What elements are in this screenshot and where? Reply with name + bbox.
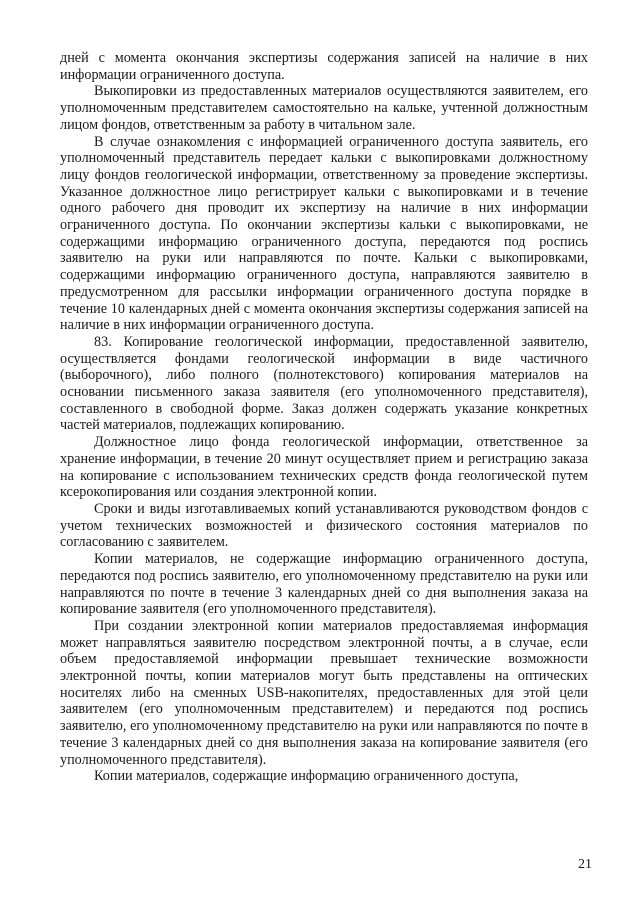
document-page bbox=[60, 50, 588, 785]
paragraph-restricted-copies: Копии материалов, содержащие информацию ограниченного доступа, bbox=[94, 768, 519, 785]
paragraph-continuation: дней с момента окончания экспертизы содержания записей на наличие в них информации ограниченного доступа. bbox=[60, 50, 588, 83]
page-number: 21 bbox=[578, 857, 592, 872]
paragraph-83-copying: 83. Копирование геологической информации, предоставленной заявителю, осуществляется фондами геологической информации в виде частичного (выборочного), либо полного (полнотекстового) копирования материалов на основании письменного заказа заявителя (его уполномоченного представителя), составленного в свободной форме. Заказ должен содержать указание конкретных частей материалов, подлежащих копированию. bbox=[60, 333, 588, 434]
paragraph-electronic-copy: При создании электронной копии материалов предоставляемая информация может направляться заявителю посредством электронной почты, а в случае, если объем предоставляемой информации превышает технические возможности электронной почты, копии материалов могут быть представлены на оптических носителях либо на сменных USB-накопителях, предоставленных для этой цели заявителем (его уполномоченным представителем) и передаются под роспись заявителю, его уполномоченному представителю на руки или направляются по почте в течение 3 календарных дней со дня выполнения заказа на копирование заявителя (его уполномоченного представителя). bbox=[60, 617, 588, 768]
paragraph-restricted-tracings: В случае ознакомления с информацией ограниченного доступа заявитель, его уполномоченный представитель передает кальки с выкопировками должностному лицу фондов геологической информации, ответственному за проведение экспертизы. Указанное должностное лицо регистрирует кальки с выкопировками и в течение одного рабочего дня проводит их экспертизу на наличие в них информации ограниченного доступа. По окончании экспертизы кальки с выкопировками, не содержащими информацию ограниченного доступа, передаются под роспись заявителю на руки или направляются по почте. Кальки с выкопировками, содержащими информацию ограниченного доступа, направляются заявителю в предусмотренном для рассылки информации ограниченного доступа порядке в течение 10 календарных дней с момента окончания экспертизы содержания записей на наличие в них информации ограниченного доступа. bbox=[60, 133, 588, 334]
paragraph-copy-delivery: Копии материалов, не содержащие информацию ограниченного доступа, передаются под роспись заявителю, его уполномоченному представителю на руки или направляются по почте в течение 3 календарных дней со дня выполнения заказа на копирование заявителя (его уполномоченного представителя). bbox=[60, 551, 588, 618]
paragraph-copy-terms: Сроки и виды изготавливаемых копий устанавливаются руководством фондов с учетом технических возможностей и физического состояния материалов по согласованию с заявителем. bbox=[60, 500, 588, 551]
paragraph-order-registration: Должностное лицо фонда геологической информации, ответственное за хранение информации, в течение 20 минут осуществляет прием и регистрацию заказа на копирование с использованием технических средств фонда геологической путем ксерокопирования или создания электронной копии. bbox=[60, 434, 588, 501]
paragraph-tracings: Выкопировки из предоставленных материалов осуществляются заявителем, его уполномоченным представителем самостоятельно на кальке, учтенной должностным лицом фондов, ответственным за работу в читальном зале. bbox=[60, 83, 588, 133]
